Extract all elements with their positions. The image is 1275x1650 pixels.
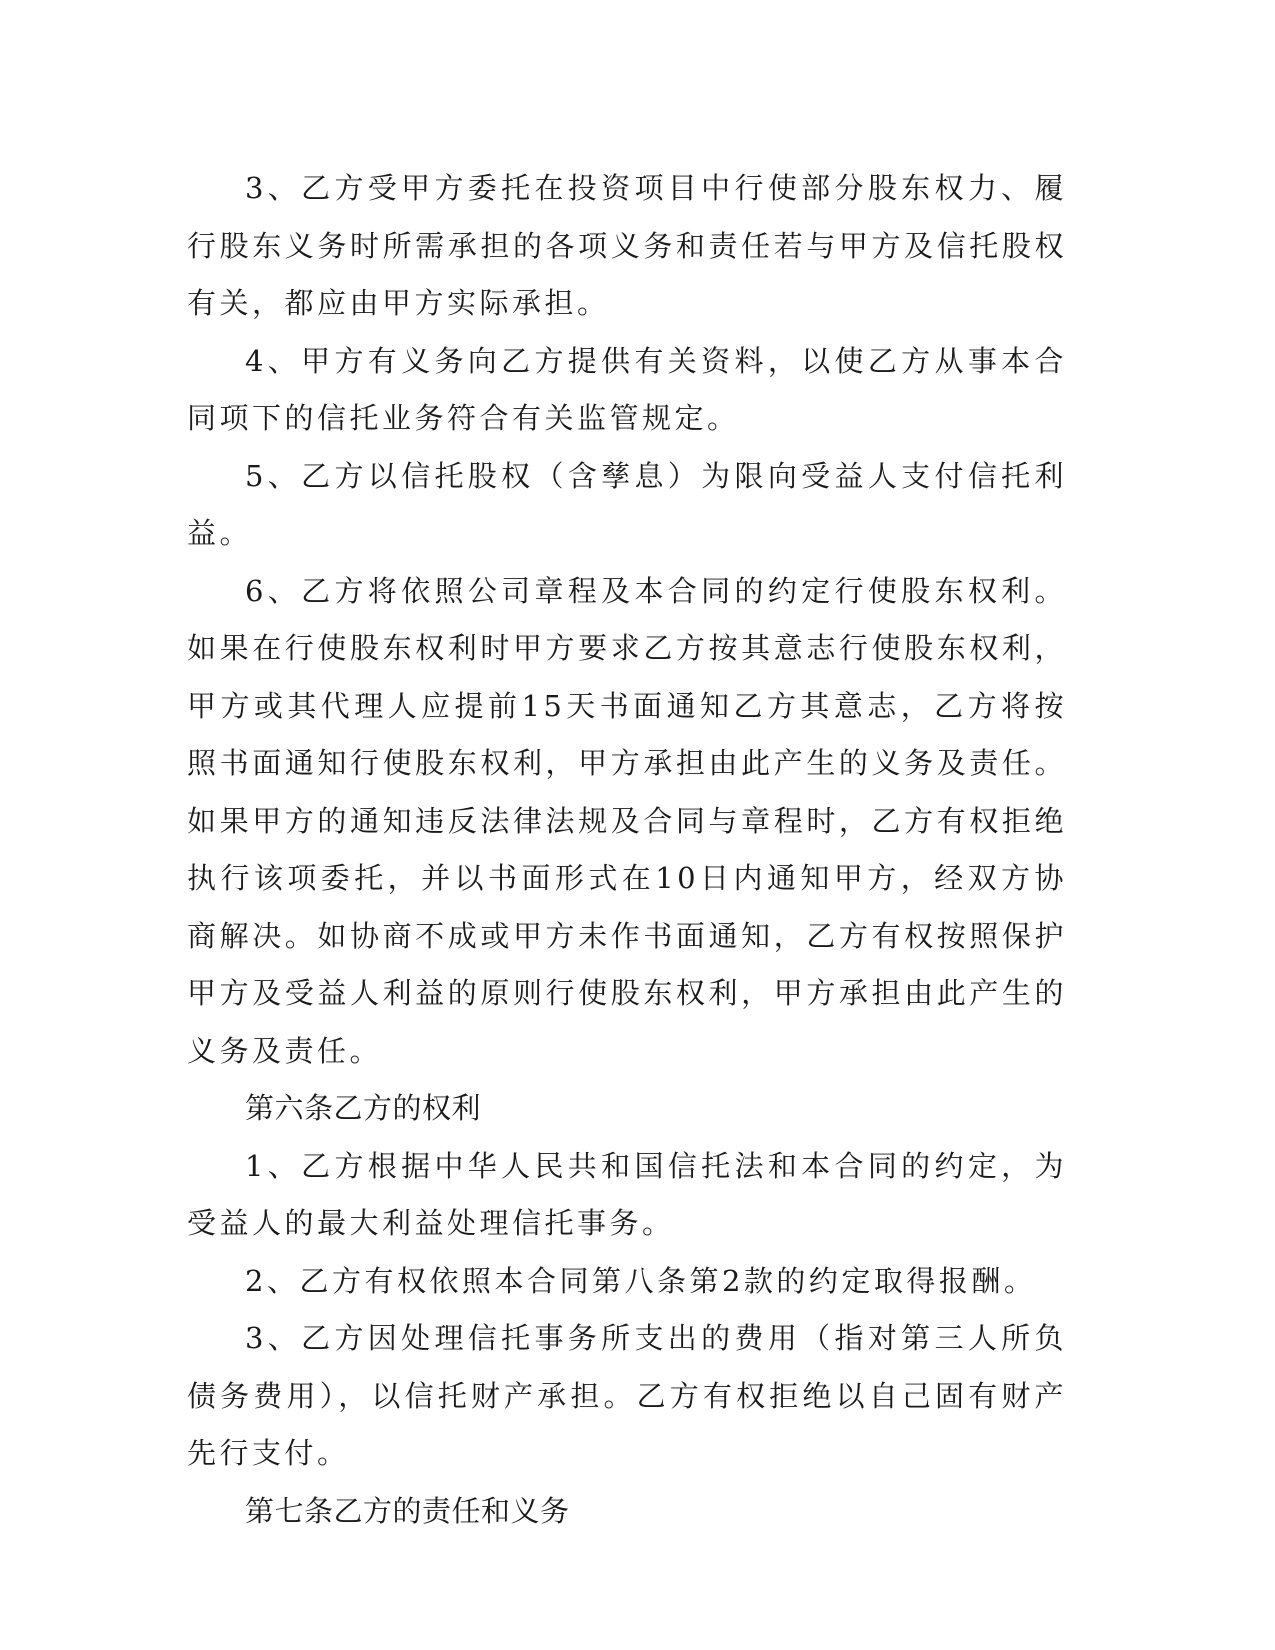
clause-5-6-paragraph: 6、乙方将依照公司章程及本合同的约定行使股东权利。如果在行使股东权利时甲方要求乙方按其意志行使股东权利，甲方或其代理人应提前15天书面通知乙方其意志，乙方将按照书面通知行使股东权利，甲方承担由此产生的义务及责任。如果甲方的通知违反法律法规及合同与章程时，乙方有权拒绝执行该项委托，并以书面形式在10日内通知甲方，经双方协商解决。如协商不成或甲方未作书面通知，乙方有权按照保护甲方及受益人利益的原则行使股东权利，甲方承担由此产生的义务及责任。 <box>187 573 1067 1068</box>
clause-5-4-paragraph: 4、甲方有义务向乙方提供有关资料，以使乙方从事本合同项下的信托业务符合有关监管规定。 <box>187 343 1067 435</box>
clause-6-3-paragraph: 3、乙方因处理信托事务所支出的费用（指对第三人所负债务费用），以信托财产承担。乙方有权拒绝以自己固有财产先行支付。 <box>187 1321 1067 1470</box>
document-body <box>187 160 1067 1540</box>
article-6-heading: 第六条乙方的权利 <box>245 1091 482 1125</box>
clause-6-2-paragraph: 2、乙方有权依照本合同第八条第2款的约定取得报酬。 <box>245 1263 1037 1298</box>
article-7-heading: 第七条乙方的责任和义务 <box>245 1493 570 1528</box>
clause-5-3-paragraph: 3、乙方受甲方委托在投资项目中行使部分股东权力、履行股东义务时所需承担的各项义务和责任若与甲方及信托股权有关，都应由甲方实际承担。 <box>187 171 1067 320</box>
clause-5-5-paragraph: 5、乙方以信托股权（含孳息）为限向受益人支付信托利益。 <box>187 458 1067 550</box>
clause-6-1-paragraph: 1、乙方根据中华人民共和国信托法和本合同的约定，为受益人的最大利益处理信托事务。 <box>187 1148 1067 1240</box>
